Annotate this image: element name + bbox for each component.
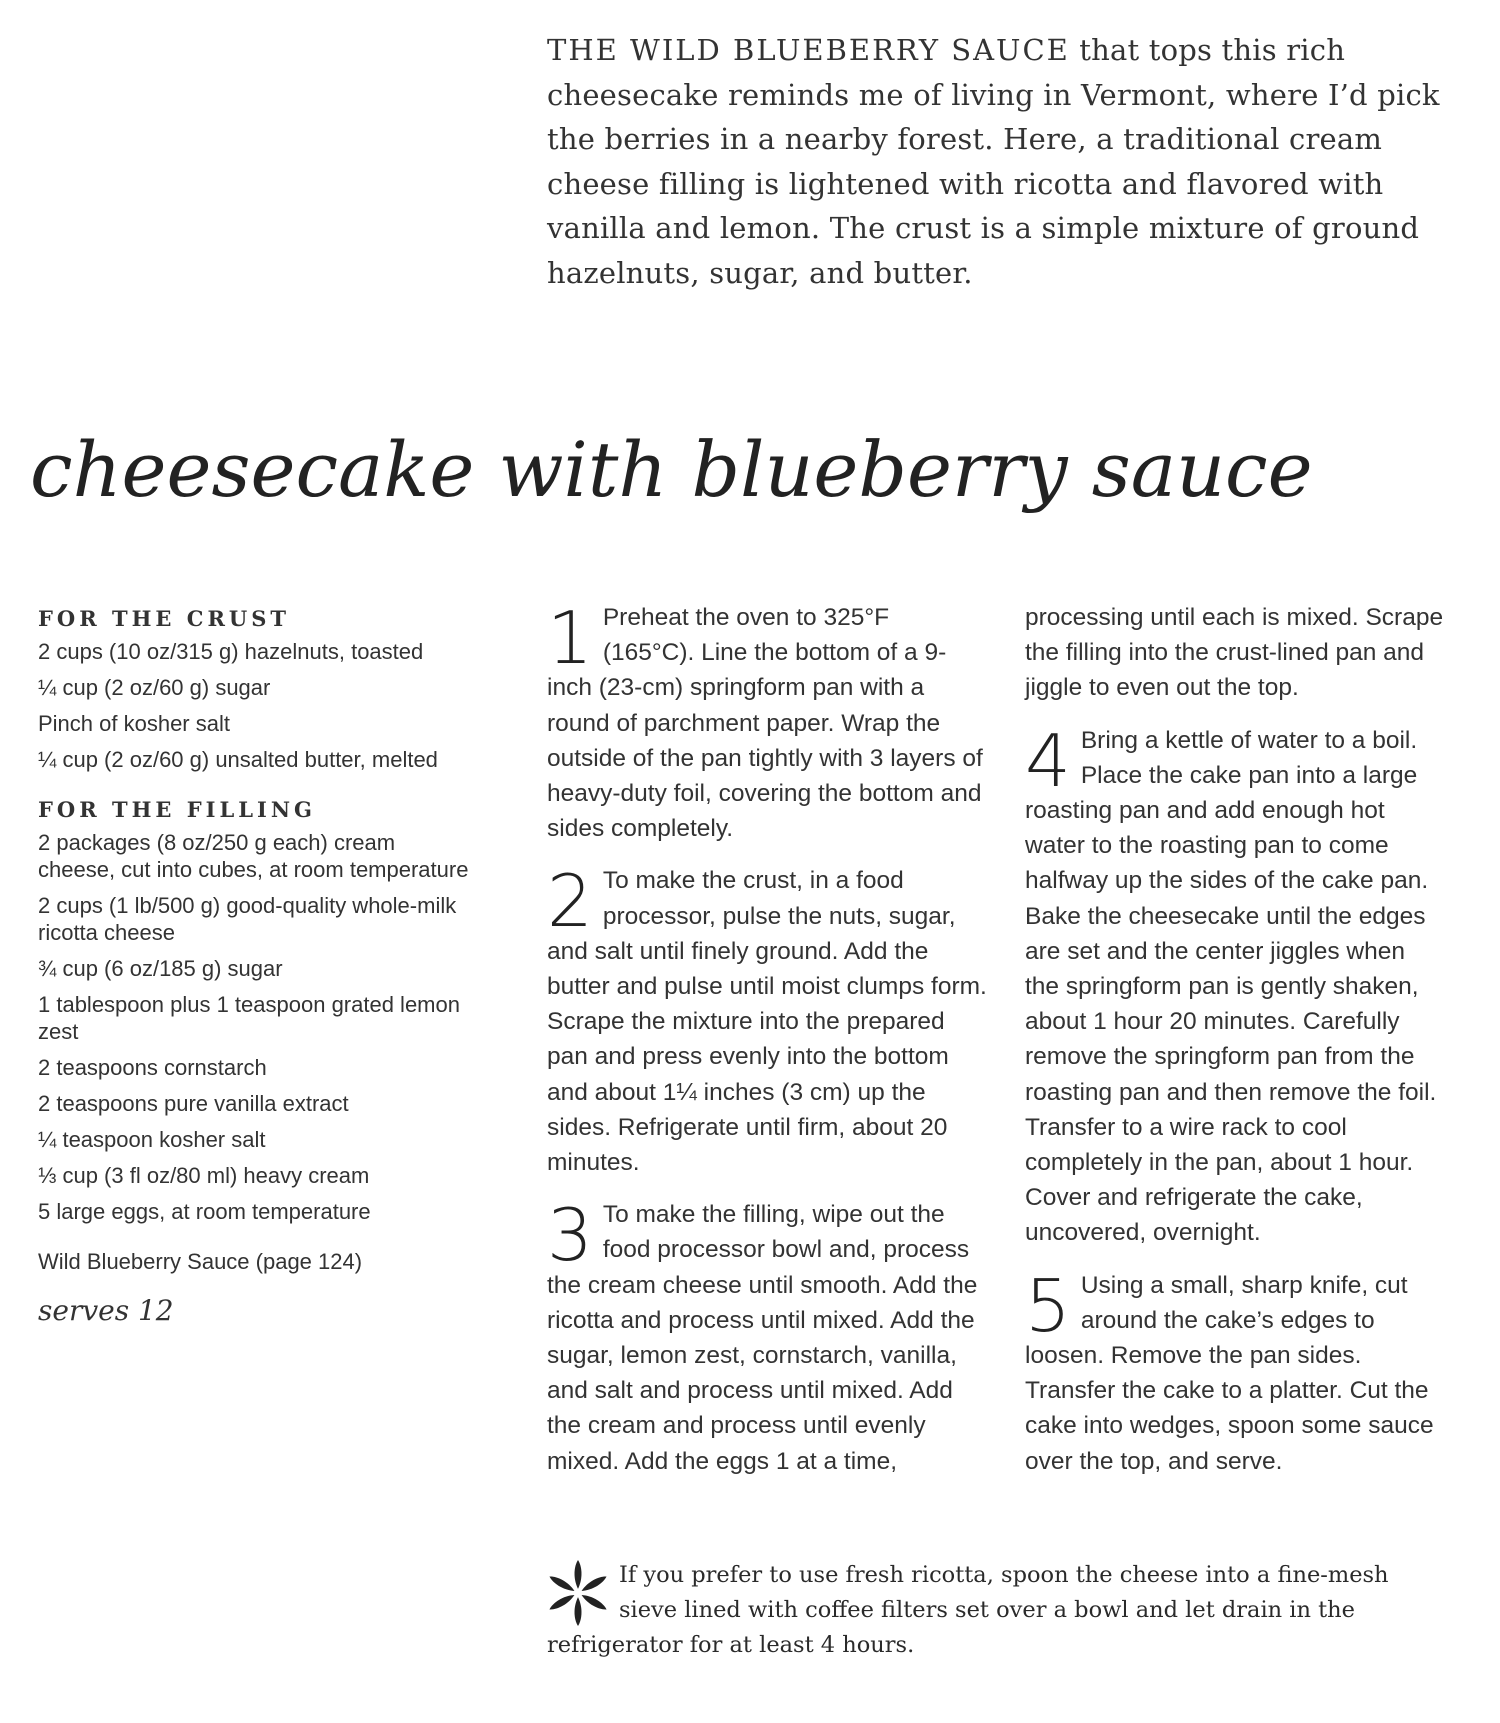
steps-column-1 [547, 596, 987, 1496]
step-number: 4 [1025, 718, 1071, 803]
crust-heading: FOR THE CRUST [38, 606, 291, 631]
intro-paragraph [547, 28, 1477, 295]
step-number: 2 [547, 859, 593, 944]
step-number: 1 [547, 596, 593, 680]
ingredient: Pinch of kosher salt [38, 711, 230, 736]
step-text: Preheat the oven to 325°F (165°C). Line the bottom of a 9-inch (23-cm) springform pan with a round of parchment paper. Wrap the outside of the pan tightly with 3 layers of heavy-duty foil, covering the bottom and sides completely. [547, 604, 983, 843]
ingredient: 2 cups (1 lb/500 g) good-quality whole-milk ricotta cheese [38, 893, 457, 945]
step-number: 3 [547, 1193, 593, 1278]
ingredient: 2 teaspoons pure vanilla extract [38, 1091, 349, 1116]
ingredient: ⅓ cup (3 fl oz/80 ml) heavy cream [38, 1163, 370, 1188]
tip-text: If you prefer to use fresh ricotta, spoon the cheese into a fine-mesh sieve lined with coffee filters set over a bowl and let drain in the refrigerator for at least 4 hours. [547, 1562, 1389, 1658]
step-number: 5 [1025, 1263, 1071, 1348]
intro-lead: THE WILD BLUEBERRY SAUCE [547, 33, 1070, 67]
step-4 [1025, 718, 1445, 1251]
ingredient: ¼ cup (2 oz/60 g) sugar [38, 675, 271, 700]
step-text: To make the crust, in a food processor, pulse the nuts, sugar, and salt until finely ground. Add the butter and pulse until moist clumps form. Scrape the mixture into the prepared pan and press evenly into the bottom and about 1¼ inches (3 cm) up the sides. Refrigerate until firm, about 20 minutes. [547, 867, 987, 1177]
serves-count: serves 12 [38, 1294, 174, 1327]
ingredient: 2 teaspoons cornstarch [38, 1055, 267, 1080]
asterisk-flower-icon [547, 1558, 609, 1628]
ingredient: 2 cups (10 oz/315 g) hazelnuts, toasted [38, 639, 424, 664]
intro-text: that tops this rich cheesecake reminds me of living in Vermont, where I’d pick the berries in a nearby forest. Here, a traditional cream cheese filling is lightened with ricotta and flavored with vanilla and lemon. The crust is a simple mixture of ground hazelnuts, sugar, and butter. [547, 33, 1440, 290]
ingredients-list [38, 605, 478, 1327]
ingredient: 5 large eggs, at room temperature [38, 1199, 371, 1224]
step-5 [1025, 1263, 1445, 1479]
step-text: Bring a kettle of water to a boil. Place the cake pan into a large roasting pan and add enough hot water to the roasting pan to come halfway up the sides of the cake pan. Bake the cheesecake until the edges are set and the center jiggles when the springform pan is gently shaken, about 1 hour 20 minutes. Carefully remove the springform pan from the roasting pan and then remove the foil. Transfer to a wire rack to cool completely in the pan, about 1 hour. Cover and refrigerate the cake, uncovered, overnight. [1025, 726, 1437, 1247]
step-3-continued: processing until each is mixed. Scrape the filling into the crust-lined pan and jiggle to even out the top. [1025, 604, 1444, 702]
step-1 [547, 596, 987, 846]
sauce-reference: Wild Blueberry Sauce (page 124) [38, 1249, 363, 1274]
ingredient: 1 tablespoon plus 1 teaspoon grated lemon zest [38, 992, 460, 1044]
step-3 [547, 1193, 987, 1479]
tip-note [547, 1558, 1407, 1663]
ingredient: ¼ teaspoon kosher salt [38, 1127, 266, 1152]
ingredient: ¾ cup (6 oz/185 g) sugar [38, 956, 283, 981]
step-2 [547, 859, 987, 1180]
recipe-title: cheesecake with blueberry sauce [30, 425, 1313, 514]
ingredient: ¼ cup (2 oz/60 g) unsalted butter, melted [38, 747, 438, 772]
steps-column-2 [1025, 600, 1445, 1496]
filling-heading: FOR THE FILLING [38, 797, 316, 822]
step-text: Using a small, sharp knife, cut around the cake’s edges to loosen. Remove the pan sides. Transfer the cake to a platter. Cut the cake into wedges, spoon some sauce over the top, and serve. [1025, 1271, 1434, 1475]
step-text: To make the filling, wipe out the food processor bowl and, process the cream cheese until smooth. Add the ricotta and process until mixed. Add the sugar, lemon zest, cornstarch, vanilla, and salt and process until mixed. Add the cream and process until evenly mixed. Add the eggs 1 at a time, [547, 1201, 978, 1475]
ingredient: 2 packages (8 oz/250 g each) cream cheese, cut into cubes, at room temperature [38, 830, 469, 882]
